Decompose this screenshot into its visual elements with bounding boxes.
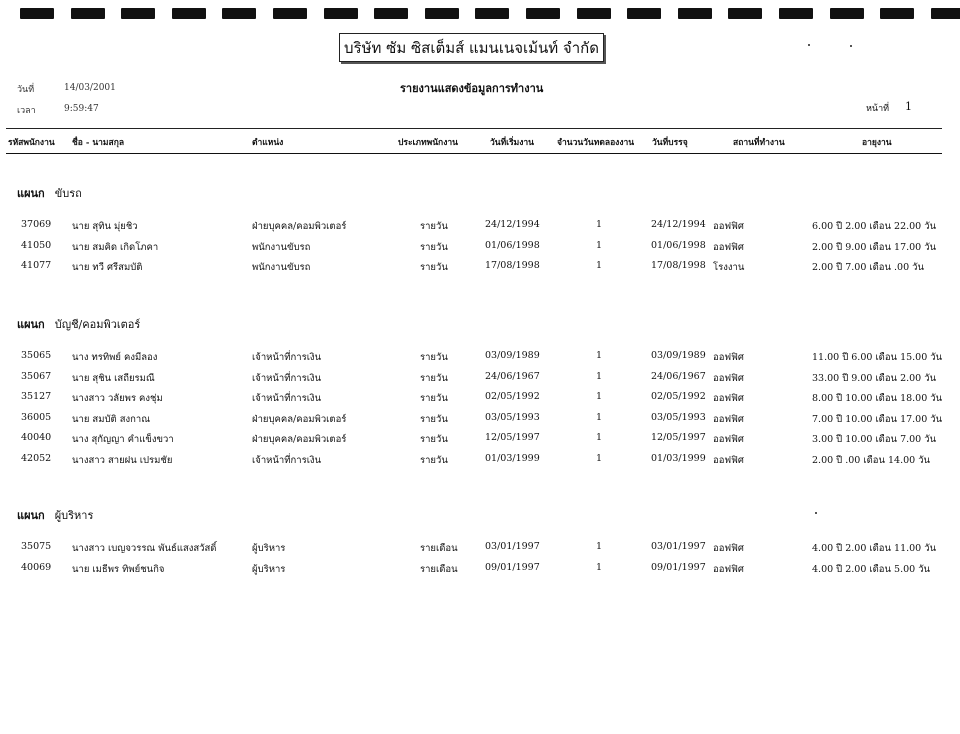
workplace: ออฟฟิศ [713,221,744,232]
employee-id: 36005 [21,411,52,423]
employee-type: รายวัน [420,352,448,363]
perforation-hole [931,8,960,19]
position: ฝ่ายบุคคล/คอมพิวเตอร์ [252,434,347,445]
employee-type: รายวัน [420,372,448,384]
start-date: 24/12/1994 [485,219,540,230]
probation-days: 1 [596,239,603,251]
employee-id: 35127 [21,391,52,402]
position: เจ้าหน้าที่การเงิน [252,352,322,363]
header-top-rule [6,128,942,129]
col-header-start-date: วันที่เริ่มงาน [490,138,534,148]
col-header-probation-days: จำนวนวันทดลองงาน [557,138,635,148]
perforation-hole [425,8,459,19]
company-name: บริษัท ซัม ซิสเต็มส์ แมนเนจเม้นท์ จำกัด [344,38,599,57]
perforation-hole [222,8,256,19]
service-length: 6.00 ปี 2.00 เดือน 22.00 วัน [812,221,937,232]
page-label: หน้าที่ [866,104,890,114]
time-label: เวลา [17,106,36,116]
perforation-hole [121,8,155,19]
confirm-date: 24/12/1994 [651,219,706,230]
employee-id: 41050 [21,239,52,251]
position: พนักงานขับรถ [252,262,311,273]
probation-days: 1 [596,370,603,382]
employee-type: รายวัน [420,241,448,253]
service-length: 3.00 ปี 10.00 เดือน 7.00 วัน [812,434,937,445]
position: ผู้บริหาร [252,563,286,575]
department-name: ขับรถ [54,187,82,200]
scan-speck [815,512,817,514]
workplace: ออฟฟิศ [713,563,744,575]
department-prefix: แผนก [17,187,45,200]
probation-days: 1 [596,219,603,230]
employee-name: นางสาว วลัยพร คงชุ่ม [72,393,163,404]
service-length: 2.00 ปี 7.00 เดือน .00 วัน [812,262,924,273]
employee-name: นางสาว เบญจวรรณ พันธ์แสงสวัสดิ์ [72,543,217,554]
employee-id: 42052 [21,452,52,464]
employee-type: รายวัน [420,221,448,232]
position: ฝ่ายบุคคล/คอมพิวเตอร์ [252,221,347,232]
employee-id: 35067 [21,370,52,382]
service-length: 2.00 ปี .00 เดือน 14.00 วัน [812,454,931,466]
position: เจ้าหน้าที่การเงิน [252,372,322,384]
confirm-date: 01/03/1999 [651,452,706,464]
department-heading [17,315,140,333]
employee-id: 40069 [21,561,52,573]
employee-name: นาง ทรทิพย์ คงมีลอง [72,352,158,363]
perforation-strip [0,8,960,20]
employee-type: รายวัน [420,454,448,466]
position: ผู้บริหาร [252,543,286,554]
department-heading [17,506,93,524]
service-length: 7.00 ปี 10.00 เดือน 17.00 วัน [812,413,943,425]
start-date: 09/01/1997 [485,561,540,573]
start-date: 01/03/1999 [485,452,540,464]
position: ฝ่ายบุคคล/คอมพิวเตอร์ [252,413,347,425]
header-bottom-rule [6,153,942,154]
employee-name: นาย สุทิน มุ่ยชิว [72,221,138,232]
confirm-date: 03/05/1993 [651,411,706,423]
workplace: ออฟฟิศ [713,543,744,554]
perforation-hole [475,8,509,19]
workplace: ออฟฟิศ [713,413,744,425]
start-date: 02/05/1992 [485,391,540,402]
probation-days: 1 [596,561,603,573]
perforation-hole [172,8,206,19]
probation-days: 1 [596,260,603,271]
perforation-hole [374,8,408,19]
start-date: 03/01/1997 [485,541,540,552]
page-number: 1 [905,100,912,113]
employee-name: นางสาว สายฝน เปรมชัย [72,454,173,466]
scan-speck [808,44,810,46]
employee-name: นาย เมธีพร ทิพย์ชนกิจ [72,563,165,575]
perforation-hole [779,8,813,19]
report-title: รายงานแสดงข้อมูลการทำงาน [400,82,544,95]
service-length: 4.00 ปี 2.00 เดือน 11.00 วัน [812,543,937,554]
start-date: 24/06/1967 [485,370,540,382]
employee-type: รายเดือน [420,543,458,554]
position: พนักงานขับรถ [252,241,311,253]
position: เจ้าหน้าที่การเงิน [252,454,322,466]
department-heading [17,184,82,202]
employee-id: 37069 [21,219,52,230]
confirm-date: 03/01/1997 [651,541,706,552]
employee-type: รายเดือน [420,563,458,575]
employee-type: รายวัน [420,262,448,273]
confirm-date: 03/09/1989 [651,350,706,361]
probation-days: 1 [596,411,603,423]
department-name: บัญชี/คอมพิวเตอร์ [54,318,141,331]
date-value: 14/03/2001 [64,83,116,93]
probation-days: 1 [596,350,603,361]
start-date: 17/08/1998 [485,260,540,271]
col-header-id: รหัสพนักงาน [8,138,55,148]
probation-days: 1 [596,432,603,443]
employee-type: รายวัน [420,413,448,425]
employee-id: 35075 [21,541,52,552]
confirm-date: 12/05/1997 [651,432,706,443]
employee-name: นาย ทวี ศรีสมบัติ [72,262,143,273]
workplace: ออฟฟิศ [713,393,744,404]
perforation-hole [20,8,54,19]
confirm-date: 02/05/1992 [651,391,706,402]
perforation-hole [577,8,611,19]
probation-days: 1 [596,541,603,552]
confirm-date: 24/06/1967 [651,370,706,382]
col-header-service-length: อายุงาน [862,138,892,148]
confirm-date: 01/06/1998 [651,239,706,251]
perforation-hole [728,8,762,19]
service-length: 33.00 ปี 9.00 เดือน 2.00 วัน [812,372,937,384]
workplace: ออฟฟิศ [713,454,744,466]
company-name-box [339,33,604,62]
start-date: 03/09/1989 [485,350,540,361]
start-date: 01/06/1998 [485,239,540,251]
employee-type: รายวัน [420,434,448,445]
workplace: ออฟฟิศ [713,372,744,384]
department-prefix: แผนก [17,318,45,331]
perforation-hole [830,8,864,19]
perforation-hole [526,8,560,19]
start-date: 12/05/1997 [485,432,540,443]
department-prefix: แผนก [17,509,45,522]
position: เจ้าหน้าที่การเงิน [252,393,322,404]
time-value: 9:59:47 [64,104,99,114]
perforation-hole [71,8,105,19]
probation-days: 1 [596,391,603,402]
workplace: โรงงาน [713,262,745,273]
perforation-hole [324,8,358,19]
col-header-type: ประเภทพนักงาน [398,138,458,148]
workplace: ออฟฟิศ [713,434,744,445]
scan-speck [850,45,852,47]
workplace: ออฟฟิศ [713,241,744,253]
employee-name: นาง สุกัญญา คำแข็งขวา [72,434,174,445]
col-header-workplace: สถานที่ทำงาน [733,138,785,148]
probation-days: 1 [596,452,603,464]
confirm-date: 09/01/1997 [651,561,706,573]
service-length: 4.00 ปี 2.00 เดือน 5.00 วัน [812,563,931,575]
perforation-hole [678,8,712,19]
employee-type: รายวัน [420,393,448,404]
col-header-position: ตำแหน่ง [252,138,284,148]
col-header-confirm-date: วันที่บรรจุ [652,138,688,148]
col-header-name: ชื่อ - นามสกุล [72,138,125,148]
employee-id: 35065 [21,350,52,361]
service-length: 8.00 ปี 10.00 เดือน 18.00 วัน [812,393,943,404]
date-label: วันที่ [17,85,35,95]
service-length: 2.00 ปี 9.00 เดือน 17.00 วัน [812,241,937,253]
perforation-hole [627,8,661,19]
employee-name: นาย สมคิด เกิดโภคา [72,241,159,253]
employee-name: นาย สุชิน เสถียรมณี [72,372,155,384]
employee-id: 41077 [21,260,52,271]
confirm-date: 17/08/1998 [651,260,706,271]
perforation-hole [880,8,914,19]
service-length: 11.00 ปี 6.00 เดือน 15.00 วัน [812,352,943,363]
department-name: ผู้บริหาร [54,509,94,522]
start-date: 03/05/1993 [485,411,540,423]
employee-id: 40040 [21,432,52,443]
employee-name: นาย สมบัติ สงกาณ [72,413,151,425]
workplace: ออฟฟิศ [713,352,744,363]
perforation-hole [273,8,307,19]
